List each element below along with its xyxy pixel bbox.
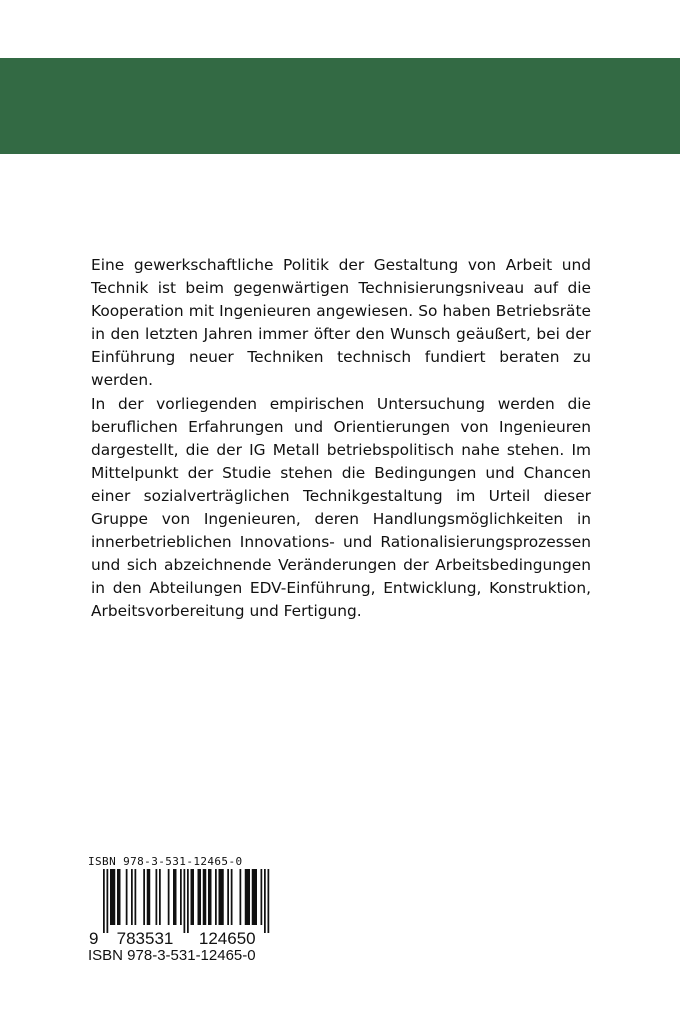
barcode-block <box>88 855 288 949</box>
barcode-bar <box>180 869 182 925</box>
blurb-paragraph-2: In der vorliegenden empirischen Untersuchung werden die beruflichen Erfahrungen und Orientierungen von Ingenieuren dargestellt, die der IG Metall betriebspolitisch nahe stehen. Im Mittelpunkt der Studie stehen die Bedingungen und Chancen einer sozialverträglichen Technikgestaltung im Urteil dieser Gruppe von Ingenieuren, deren Handlungsmöglichkeiten in innerbetrieblichen Innovations- und Rationalisierungsprozessen und sich abzeichnende Veränderungen der Arbeitsbedingungen in den Abteilungen EDV-Einführung, Entwicklung, Konstruktion, Arbeitsvorbereitung und Fertigung. <box>91 394 591 621</box>
barcode-bar <box>131 869 133 925</box>
barcode-digit-lead: 9 <box>89 929 99 948</box>
barcode-bar <box>156 869 158 925</box>
isbn-line: ISBN 978-3-531-12465-0 <box>88 947 256 964</box>
barcode-bar <box>240 869 242 925</box>
barcode-bar <box>203 869 207 925</box>
blurb-paragraph-1: Eine gewerkschaftliche Politik der Gestaltung von Arbeit und Technik ist beim gegenwärtigen Technisierungsniveau auf die Kooperation mit Ingenieuren angewiesen. So haben Betriebsräte in den letzten Jahren immer öfter den Wunsch geäußert, bei der Einführung neuer Techniken technisch fundiert beraten zu werden. <box>91 256 591 390</box>
barcode-bar <box>208 869 212 925</box>
barcode-bar <box>159 869 161 925</box>
barcode-bar <box>264 869 266 933</box>
barcode-bar <box>191 869 195 925</box>
barcode-bar <box>215 869 217 925</box>
ean-barcode <box>88 869 278 949</box>
barcode-bar <box>143 869 145 925</box>
barcode-bar <box>147 869 151 925</box>
barcode-bar <box>107 869 109 933</box>
barcode-bar <box>231 869 233 925</box>
barcode-bar <box>135 869 137 925</box>
barcode-bar <box>227 869 229 925</box>
isbn-barcode-header: ISBN 978-3-531-12465-0 <box>88 855 243 868</box>
barcode-bar <box>261 869 263 925</box>
barcode-bar <box>173 869 177 925</box>
barcode-bar <box>245 869 250 925</box>
barcode-bar <box>117 869 121 925</box>
barcode-bar <box>268 869 270 933</box>
barcode-bar <box>110 869 115 925</box>
barcode-bar <box>168 869 170 925</box>
barcode-bar <box>187 869 189 933</box>
barcode-bar <box>126 869 128 925</box>
barcode-digits-right: 124650 <box>198 929 256 948</box>
barcode-bar <box>103 869 105 933</box>
barcode-bar <box>198 869 202 925</box>
barcode-bar <box>252 869 257 925</box>
barcode-digits-left: 783531 <box>116 929 174 948</box>
back-cover-blurb <box>91 254 591 624</box>
cover-color-band <box>0 58 680 154</box>
barcode-bar <box>184 869 186 933</box>
barcode-bar <box>219 869 224 925</box>
